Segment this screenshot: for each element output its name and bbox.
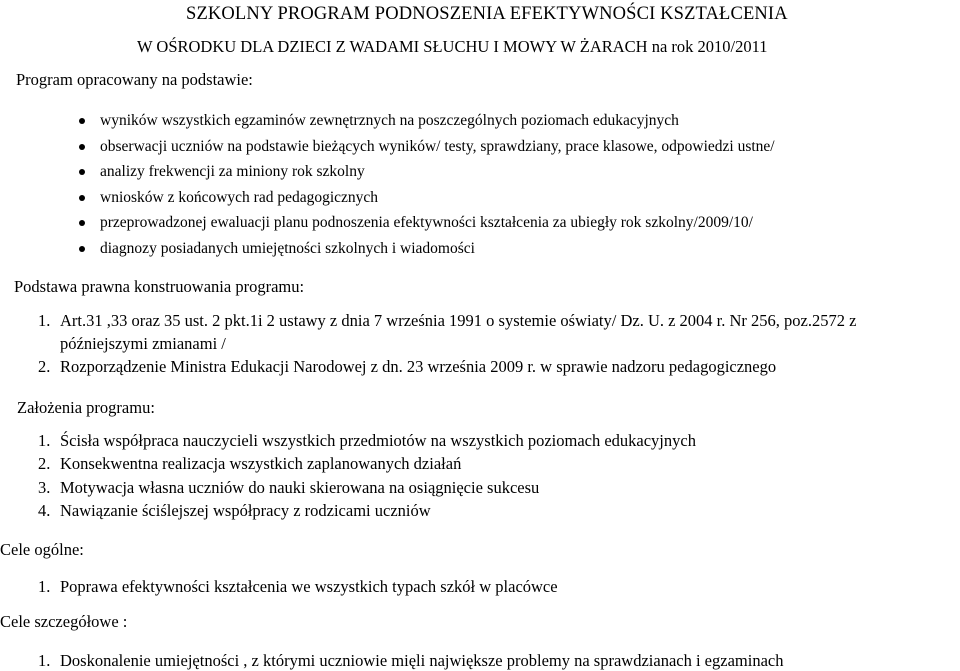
list-item-text: obserwacji uczniów na podstawie bieżących wyników/ testy, sprawdziany, prace klasowe, odpowiedzi ustne/ bbox=[100, 137, 775, 155]
document-subtitle: W OŚRODKU DLA DZIECI Z WADAMI SŁUCHU I MOWY W ŻARACH na rok 2010/2011 bbox=[137, 37, 768, 56]
list-item-text: Motywacja własna uczniów do nauki skierowana na osiągnięcie sukcesu bbox=[60, 477, 540, 497]
list-item-text: Nawiązanie ściślejszej współpracy z rodzicami uczniów bbox=[60, 500, 431, 520]
detailed-goals-heading: Cele szczegółowe : bbox=[0, 612, 128, 631]
list-item-text: Art.31 ,33 oraz 35 ust. 2 pkt.1i 2 ustawy z dnia 7 września 1991 o systemie oświaty/ Dz. U. z 2004 r. Nr 256, poz.2572 z bbox=[60, 311, 857, 330]
general-goals-heading: Cele ogólne: bbox=[0, 540, 84, 559]
list-item-text: Rozporządzenie Ministra Edukacji Narodowej z dn. 23 września 2009 r. w sprawie nadzoru pedagogicznego bbox=[60, 357, 777, 376]
list-item bbox=[38, 577, 558, 597]
list-number: 1. bbox=[38, 431, 51, 450]
list-item bbox=[0, 138, 775, 164]
list-number: 2. bbox=[38, 454, 51, 474]
list-item bbox=[38, 431, 696, 454]
list-item bbox=[38, 501, 696, 524]
bullet-icon bbox=[79, 246, 85, 252]
basis-heading: Program opracowany na podstawie: bbox=[16, 70, 253, 89]
bullet-icon bbox=[79, 195, 85, 201]
list-item-text: Doskonalenie umiejętności , z którymi uczniowie mięli największe problemy na sprawdzianach i egzaminach bbox=[60, 651, 784, 670]
list-item-text: analizy frekwencji za miniony rok szkolny bbox=[100, 163, 365, 181]
list-item bbox=[0, 189, 775, 215]
bullet-icon bbox=[79, 144, 85, 150]
list-number: 2. bbox=[38, 357, 51, 376]
bullet-icon bbox=[79, 118, 85, 124]
list-item bbox=[38, 454, 696, 477]
list-item bbox=[38, 357, 856, 380]
bullet-icon bbox=[79, 169, 85, 175]
detailed-goals-list bbox=[38, 651, 783, 671]
list-item bbox=[38, 478, 696, 501]
legal-basis-list bbox=[38, 311, 856, 380]
list-item bbox=[0, 112, 775, 138]
assumptions-list bbox=[38, 431, 696, 524]
list-number: 1. bbox=[38, 577, 51, 596]
list-item-text: Ścisła współpraca nauczycieli wszystkich przedmiotów na wszystkich poziomach edukacyjnych bbox=[60, 431, 696, 450]
list-item bbox=[0, 214, 775, 240]
list-item-continuation bbox=[38, 334, 856, 357]
list-item bbox=[38, 651, 783, 671]
assumptions-heading: Założenia programu: bbox=[17, 398, 155, 417]
bullet-icon bbox=[79, 220, 85, 226]
list-item-text: przeprowadzonej ewaluacji planu podnoszenia efektywności kształcenia za ubiegły rok szkolny/2009/10/ bbox=[100, 214, 753, 232]
list-item-text: wyników wszystkich egzaminów zewnętrznych na poszczególnych poziomach edukacyjnych bbox=[100, 112, 679, 129]
list-number: 1. bbox=[38, 311, 51, 330]
legal-basis-heading: Podstawa prawna konstruowania programu: bbox=[14, 277, 305, 296]
list-item-text: Konsekwentna realizacja wszystkich zaplanowanych działań bbox=[60, 454, 462, 474]
list-number: 1. bbox=[38, 651, 51, 670]
list-number: 3. bbox=[38, 477, 51, 497]
list-item bbox=[0, 163, 775, 189]
basis-list bbox=[0, 112, 775, 266]
list-item-text: Poprawa efektywności kształcenia we wszystkich typach szkół w placówce bbox=[60, 577, 558, 596]
list-item bbox=[38, 311, 856, 334]
list-item bbox=[0, 240, 775, 266]
document-title: SZKOLNY PROGRAM PODNOSZENIA EFEKTYWNOŚCI KSZTAŁCENIA bbox=[186, 4, 788, 24]
list-item-text: późniejszymi zmianami / bbox=[60, 334, 226, 353]
general-goals-list bbox=[38, 577, 558, 597]
list-item-text: wniosków z końcowych rad pedagogicznych bbox=[100, 188, 379, 206]
list-item-text: diagnozy posiadanych umiejętności szkolnych i wiadomości bbox=[100, 239, 475, 257]
list-number: 4. bbox=[38, 500, 51, 520]
